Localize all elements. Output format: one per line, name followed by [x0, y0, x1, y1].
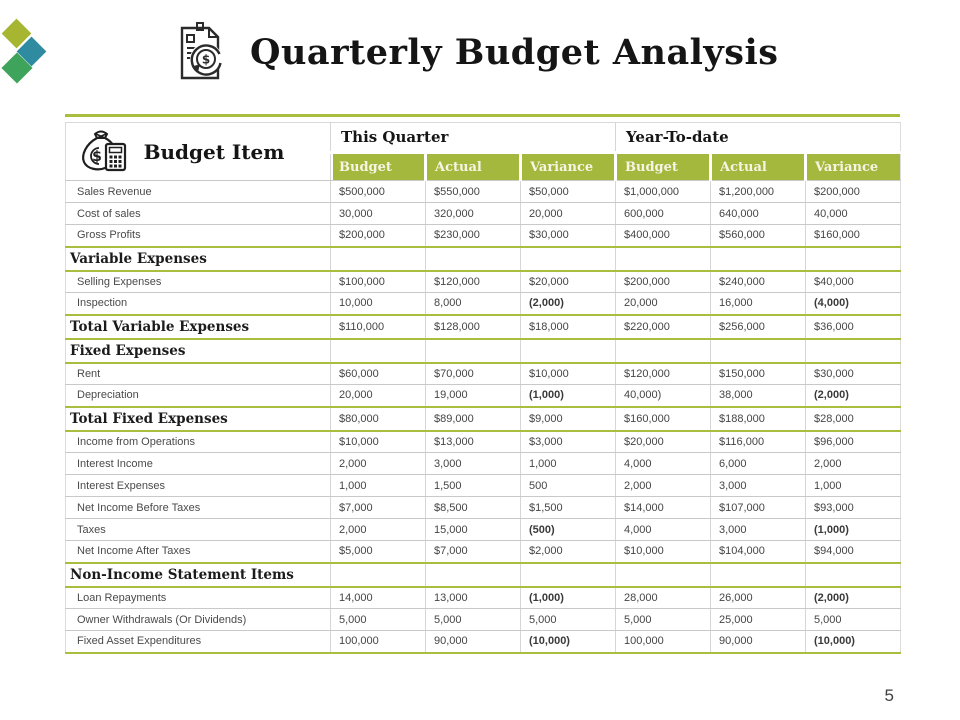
row-label: Rent [66, 363, 331, 385]
cell-value: $18,000 [521, 315, 616, 339]
table-row [66, 315, 901, 339]
cell-value: 2,000 [331, 453, 426, 475]
table-row [66, 431, 901, 453]
svg-text:$: $ [92, 149, 102, 165]
cell-value [806, 563, 901, 587]
cell-value: $28,000 [806, 407, 901, 431]
cell-value: $256,000 [711, 315, 806, 339]
cell-value: 1,000 [521, 453, 616, 475]
table-row [66, 609, 901, 631]
budget-table [65, 122, 901, 654]
cell-value: 6,000 [711, 453, 806, 475]
table-row [66, 293, 901, 315]
cell-value: $20,000 [616, 431, 711, 453]
page-title: Quarterly Budget Analysis [250, 31, 779, 73]
page-number: 5 [884, 686, 894, 705]
cell-value: $14,000 [616, 497, 711, 519]
cell-value: $110,000 [331, 315, 426, 339]
cell-value: $50,000 [521, 181, 616, 203]
cell-value: $550,000 [426, 181, 521, 203]
row-label: Total Fixed Expenses [66, 407, 331, 431]
table-row [66, 541, 901, 563]
cell-value: 90,000 [711, 631, 806, 653]
cell-value: $120,000 [616, 363, 711, 385]
cell-value: 5,000 [806, 609, 901, 631]
cell-value: 320,000 [426, 203, 521, 225]
row-label: Income from Operations [66, 431, 331, 453]
cell-value: 16,000 [711, 293, 806, 315]
cell-value: 5,000 [426, 609, 521, 631]
table-row [66, 271, 901, 293]
cell-value: $30,000 [521, 225, 616, 247]
cell-value [331, 247, 426, 271]
cell-value: $200,000 [331, 225, 426, 247]
cell-value: (4,000) [806, 293, 901, 315]
cell-value: (2,000) [521, 293, 616, 315]
sub-header-q-variance: Variance [521, 153, 616, 181]
cell-value [711, 247, 806, 271]
cell-value: $128,000 [426, 315, 521, 339]
cell-value: $2,000 [521, 541, 616, 563]
svg-text:$: $ [201, 52, 211, 67]
cell-value: 38,000 [711, 385, 806, 407]
cell-value: 100,000 [331, 631, 426, 653]
table-row [66, 407, 901, 431]
cell-value: $188,000 [711, 407, 806, 431]
cell-value: 1,000 [331, 475, 426, 497]
cell-value: $8,500 [426, 497, 521, 519]
cell-value: $7,000 [426, 541, 521, 563]
table-row [66, 339, 901, 363]
cell-value: $80,000 [331, 407, 426, 431]
sub-header-ytd-budget: Budget [616, 153, 711, 181]
cell-value: $150,000 [711, 363, 806, 385]
budget-document-refresh-dollar-icon [172, 22, 230, 82]
cell-value [331, 563, 426, 587]
cell-value: (10,000) [806, 631, 901, 653]
cell-value: $3,000 [521, 431, 616, 453]
cell-value: $160,000 [616, 407, 711, 431]
cell-value: 640,000 [711, 203, 806, 225]
cell-value [426, 339, 521, 363]
cell-value: $100,000 [331, 271, 426, 293]
table-row [66, 385, 901, 407]
cell-value: $40,000 [806, 271, 901, 293]
cell-value: 15,000 [426, 519, 521, 541]
cell-value: 26,000 [711, 587, 806, 609]
row-label: Net Income Before Taxes [66, 497, 331, 519]
cell-value: 40,000 [806, 203, 901, 225]
cell-value [426, 247, 521, 271]
cell-value: 10,000 [331, 293, 426, 315]
row-label: Variable Expenses [66, 247, 331, 271]
cell-value: 3,000 [711, 519, 806, 541]
cell-value: 25,000 [711, 609, 806, 631]
cell-value: $10,000 [331, 431, 426, 453]
sub-header-q-budget: Budget [331, 153, 426, 181]
row-label: Owner Withdrawals (Or Dividends) [66, 609, 331, 631]
cell-value: $7,000 [331, 497, 426, 519]
cell-value: $200,000 [806, 181, 901, 203]
cell-value: $1,000,000 [616, 181, 711, 203]
cell-value: 28,000 [616, 587, 711, 609]
row-label: Sales Revenue [66, 181, 331, 203]
cell-value: 600,000 [616, 203, 711, 225]
cell-value: 2,000 [806, 453, 901, 475]
cell-value: (500) [521, 519, 616, 541]
cell-value: 8,000 [426, 293, 521, 315]
cell-value: $120,000 [426, 271, 521, 293]
title-block [172, 22, 778, 82]
cell-value [616, 247, 711, 271]
cell-value: 1,000 [806, 475, 901, 497]
cell-value: 20,000 [616, 293, 711, 315]
row-label: Fixed Expenses [66, 339, 331, 363]
row-label: Gross Profits [66, 225, 331, 247]
table-row [66, 497, 901, 519]
table-body [66, 181, 901, 653]
cell-value: 19,000 [426, 385, 521, 407]
cell-value: $60,000 [331, 363, 426, 385]
cell-value [806, 339, 901, 363]
cell-value [711, 339, 806, 363]
cell-value: 4,000 [616, 519, 711, 541]
cell-value: 5,000 [616, 609, 711, 631]
budget-item-header-label: Budget Item [143, 139, 285, 164]
row-label: Non-Income Statement Items [66, 563, 331, 587]
cell-value: $5,000 [331, 541, 426, 563]
cell-value: $9,000 [521, 407, 616, 431]
budget-item-header-cell [66, 123, 331, 181]
table-row [66, 247, 901, 271]
row-label: Interest Expenses [66, 475, 331, 497]
row-label: Depreciation [66, 385, 331, 407]
table-row [66, 587, 901, 609]
table-row [66, 203, 901, 225]
cell-value: (1,000) [521, 587, 616, 609]
cell-value: $240,000 [711, 271, 806, 293]
cell-value [711, 563, 806, 587]
table-row [66, 519, 901, 541]
cell-value: $116,000 [711, 431, 806, 453]
table-row [66, 563, 901, 587]
cell-value: 20,000 [521, 203, 616, 225]
cell-value: 14,000 [331, 587, 426, 609]
table-row [66, 181, 901, 203]
cell-value: $160,000 [806, 225, 901, 247]
row-label: Net Income After Taxes [66, 541, 331, 563]
cell-value: $1,200,000 [711, 181, 806, 203]
row-label: Fixed Asset Expenditures [66, 631, 331, 653]
sub-header-q-actual: Actual [426, 153, 521, 181]
cell-value: 5,000 [331, 609, 426, 631]
cell-value: (2,000) [806, 587, 901, 609]
table-top-accent-line [65, 114, 900, 117]
money-bag-calculator-icon [66, 124, 128, 179]
cell-value: 3,000 [711, 475, 806, 497]
table-row [66, 631, 901, 653]
cell-value [521, 247, 616, 271]
table-row [66, 225, 901, 247]
row-label: Selling Expenses [66, 271, 331, 293]
cell-value: 2,000 [331, 519, 426, 541]
cell-value: $36,000 [806, 315, 901, 339]
table-row [66, 453, 901, 475]
cell-value: 1,500 [426, 475, 521, 497]
cell-value: $400,000 [616, 225, 711, 247]
cell-value: $200,000 [616, 271, 711, 293]
cell-value: 13,000 [426, 587, 521, 609]
cell-value: $70,000 [426, 363, 521, 385]
cell-value: $1,500 [521, 497, 616, 519]
cell-value: 2,000 [616, 475, 711, 497]
table-row [66, 363, 901, 385]
cell-value: $93,000 [806, 497, 901, 519]
year-to-date-header: Year-To-date [616, 123, 901, 153]
cell-value: 100,000 [616, 631, 711, 653]
cell-value: (2,000) [806, 385, 901, 407]
cell-value: 90,000 [426, 631, 521, 653]
table-row [66, 475, 901, 497]
cell-value: $20,000 [521, 271, 616, 293]
cell-value: $10,000 [521, 363, 616, 385]
cell-value: 500 [521, 475, 616, 497]
cell-value: 3,000 [426, 453, 521, 475]
sub-header-ytd-variance: Variance [806, 153, 901, 181]
cell-value: 30,000 [331, 203, 426, 225]
cell-value: (1,000) [806, 519, 901, 541]
cell-value: 5,000 [521, 609, 616, 631]
cell-value [426, 563, 521, 587]
cell-value [806, 247, 901, 271]
cell-value: $89,000 [426, 407, 521, 431]
row-label: Inspection [66, 293, 331, 315]
row-label: Interest Income [66, 453, 331, 475]
this-quarter-header: This Quarter [331, 123, 616, 153]
cell-value: (10,000) [521, 631, 616, 653]
row-label: Cost of sales [66, 203, 331, 225]
cell-value: $560,000 [711, 225, 806, 247]
cell-value [616, 563, 711, 587]
cell-value: 4,000 [616, 453, 711, 475]
cell-value: 40,000) [616, 385, 711, 407]
cell-value: $94,000 [806, 541, 901, 563]
table-group-header-row [66, 123, 901, 153]
cell-value: 20,000 [331, 385, 426, 407]
cell-value: $230,000 [426, 225, 521, 247]
cell-value: $220,000 [616, 315, 711, 339]
cell-value: $96,000 [806, 431, 901, 453]
cell-value [521, 563, 616, 587]
cell-value: $500,000 [331, 181, 426, 203]
row-label: Taxes [66, 519, 331, 541]
cell-value: $13,000 [426, 431, 521, 453]
cell-value: $104,000 [711, 541, 806, 563]
cell-value [616, 339, 711, 363]
row-label: Total Variable Expenses [66, 315, 331, 339]
cell-value [521, 339, 616, 363]
cell-value [331, 339, 426, 363]
row-label: Loan Repayments [66, 587, 331, 609]
cell-value: $30,000 [806, 363, 901, 385]
cell-value: (1,000) [521, 385, 616, 407]
cell-value: $107,000 [711, 497, 806, 519]
sub-header-ytd-actual: Actual [711, 153, 806, 181]
cell-value: $10,000 [616, 541, 711, 563]
